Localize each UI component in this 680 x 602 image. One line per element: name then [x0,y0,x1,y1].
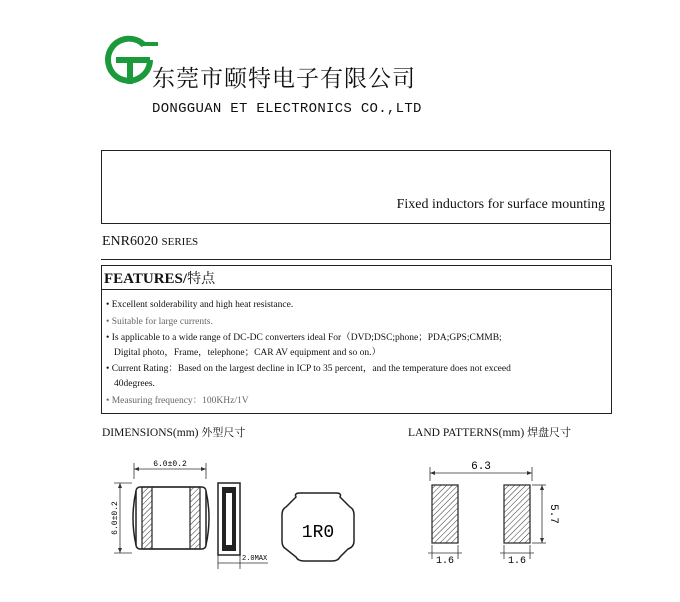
overall-width-label: 6.3 [471,461,491,473]
overall-width-dimension [430,461,532,481]
feature-item: • Measuring frequency：100KHz/1V [106,396,249,406]
features-box-right [611,265,612,414]
company-name-cn: 东莞市颐特电子有限公司 [152,66,416,92]
feature-item: 40degrees. [114,379,155,389]
features-title [104,268,215,288]
dimensions-title [102,424,245,440]
features-box-top [101,265,612,266]
marking-view-inductor [282,493,354,561]
dimensions-title-cn: 外型尺寸 [201,426,246,439]
series-word: SERIES [161,236,199,248]
width-dimension [134,460,206,479]
feature-item: • Is applicable to a wide range of DC-DC converters ideal For（DVD;DSC;phone；PDA;GPS;CMMB; [106,333,502,343]
header-box-left [101,150,102,224]
land-patterns-title [408,424,571,440]
land-patterns-drawing [420,455,560,575]
feature-item: • Suitable for large currents. [106,317,213,327]
height-label: 6.0±0.2 [111,501,120,535]
top-view-inductor [133,487,209,549]
height-dimension [111,483,132,553]
land-height-label: 5.7 [547,504,559,524]
right-pad [504,485,530,543]
height-dimension [532,485,559,543]
features-title-cn: 特点 [187,271,216,287]
side-view-inductor [218,483,268,569]
product-subtitle: Fixed inductors for surface mounting [396,197,605,212]
features-title-divider [101,289,612,290]
feature-item: Digital photo，Frame，telephone；CAR AV equipment and so on.） [114,348,381,358]
features-title-en: FEATURES/ [104,271,188,287]
features-box-bottom [101,413,612,414]
header-box-bottom [101,259,611,260]
thickness-label: 2.0MAX [242,555,268,563]
pad-width-left-label: 1.6 [435,556,455,567]
series-label [102,234,198,250]
series-code: ENR6020 [102,234,158,249]
land-patterns-title-cn: 焊盘尺寸 [527,426,572,439]
pad-width-dimensions [428,545,534,567]
width-label: 6.0±0.2 [153,460,187,469]
feature-item: • Excellent solderability and high heat resistance. [106,300,294,310]
marking-text: 1R0 [301,523,335,543]
left-pad [432,485,458,543]
header-box-top [101,150,611,151]
company-name-en: DONGGUAN ET ELECTRONICS CO.,LTD [152,101,422,117]
company-logo [100,30,160,90]
header-box-divider [101,223,611,224]
header-box-right [610,150,611,260]
feature-item: • Current Rating：Based on the largest decline in ICP to 35 percent，and the temperature does not exceed [106,364,511,374]
dimensions-title-en: DIMENSIONS(mm) [102,427,199,439]
pad-width-right-label: 1.6 [507,556,527,567]
dimensions-drawing [100,445,380,575]
features-box-left [101,265,102,414]
land-patterns-title-en: LAND PATTERNS(mm) [408,427,525,439]
